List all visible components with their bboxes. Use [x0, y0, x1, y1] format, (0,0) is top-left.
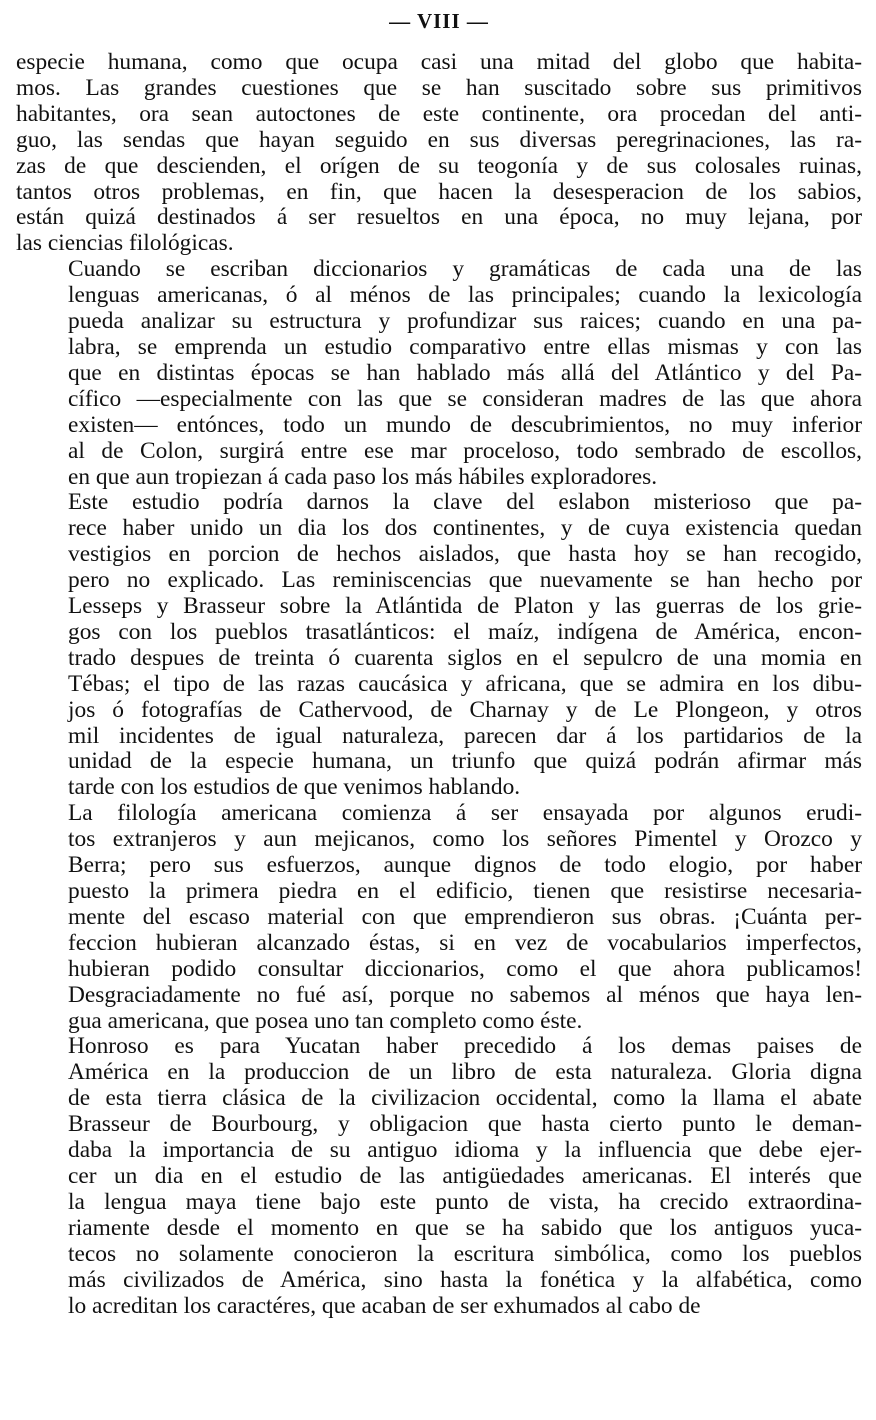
- text-line: rece haber unido un dia los dos continentes, y de cuya existencia quedan: [68, 515, 862, 542]
- text-line: Brasseur de Bourbourg, y obligacion que hasta cierto punto le deman-: [68, 1111, 862, 1138]
- text-line: zas de que descienden, el orígen de su teogonía y de sus colosales ruinas,: [16, 152, 862, 179]
- text-line: jos ó fotografías de Cathervood, de Charnay y de Le Plongeon, y otros: [68, 696, 862, 723]
- text-line: pueda analizar su estructura y profundizar sus raices; cuando en una pa-: [68, 308, 862, 335]
- text-line: cífico —especialmente con las que se consideran madres de las que ahora: [68, 385, 862, 412]
- text-line: especie humana, como que ocupa casi una mitad del globo que habita-: [16, 49, 862, 75]
- text-line: Berra; pero sus esfuerzos, aunque dignos de todo elogio, por haber: [68, 852, 862, 879]
- text-line: Desgraciadamente no fué así, porque no sabemos al ménos que haya len-: [68, 981, 862, 1008]
- text-line: están quizá destinados á ser resueltos en una época, no muy lejana, por: [16, 204, 862, 231]
- text-line: feccion hubieran alcanzado éstas, si en vez de vocabularios imperfectos,: [68, 929, 862, 956]
- text-line: Honroso es para Yucatan haber precedido á los demas paises de: [68, 1033, 862, 1060]
- text-line: de esta tierra clásica de la civilizacion occidental, como la llama el abate: [68, 1085, 862, 1112]
- text-line: pero no explicado. Las reminiscencias que nuevamente se han hecho por: [68, 567, 862, 594]
- text-line: cer un dia en el estudio de las antigüedades americanas. El interés que: [68, 1162, 862, 1189]
- paragraph: [16, 1034, 862, 1319]
- text-line: La filología americana comienza á ser ensayada por algunos erudi-: [68, 800, 862, 827]
- text-line: puesto la primera piedra en el edificio, tienen que resistirse necesaria-: [68, 878, 862, 904]
- text-line: hubieran podido consultar diccionarios, como el que ahora publicamos!: [68, 955, 862, 982]
- text-line: vestigios en porcion de hechos aislados, que hasta hoy se han recogido,: [68, 541, 862, 568]
- text-line: tos extranjeros y aun mejicanos, como los señores Pimentel y Orozco y: [68, 826, 862, 853]
- paragraph: [16, 257, 862, 490]
- page-number: — VIII —: [389, 9, 489, 33]
- text-line: tantos otros problemas, en fin, que hacen la desesperacion de los sabios,: [16, 178, 862, 205]
- text-line: unidad de la especie humana, un triunfo que quizá podrán afirmar más: [68, 748, 862, 775]
- text-line: existen— entónces, todo un mundo de descubrimientos, no muy inferior: [68, 411, 862, 438]
- text-line: América en la produccion de un libro de esta naturaleza. Gloria digna: [68, 1059, 862, 1086]
- paragraph: [16, 490, 862, 801]
- text-line: habitantes, ora sean autoctones de este continente, ora procedan del anti-: [16, 100, 862, 127]
- text-line: que en distintas épocas se han hablado más allá del Atlántico y del Pa-: [68, 359, 862, 386]
- text-line: Tébas; el tipo de las razas caucásica y africana, que se admira en los dibu-: [68, 670, 862, 697]
- text-line: gua americana, que posea uno tan completo como éste.: [68, 1007, 583, 1034]
- text-line: Este estudio podría darnos la clave del eslabon misterioso que pa-: [68, 489, 862, 516]
- text-line: al de Colon, surgirá entre ese mar proceloso, todo sembrado de escollos,: [68, 437, 862, 464]
- text-line: Cuando se escriban diccionarios y gramáticas de cada una de las: [68, 256, 862, 283]
- text-line: lo acreditan los caractéres, que acaban de ser exhumados al cabo de: [68, 1292, 701, 1319]
- text-line: mente del escaso material con que emprendieron sus obras. ¡Cuánta per-: [68, 903, 862, 930]
- text-line: lenguas americanas, ó al ménos de las principales; cuando la lexicología: [68, 282, 862, 309]
- text-line: tarde con los estudios de que venimos hablando.: [68, 774, 521, 801]
- text-line: en que aun tropiezan á cada paso los más hábiles exploradores.: [68, 463, 658, 490]
- text-line: daba la importancia de su antiguo idioma y la influencia que debe ejer-: [68, 1137, 862, 1164]
- text-line: más civilizados de América, sino hasta la fonética y la alfabética, como: [68, 1266, 862, 1293]
- text-line: gos con los pueblos trasatlánticos: el maíz, indígena de América, encon-: [68, 618, 862, 645]
- text-line: guo, las sendas que hayan seguido en sus diversas peregrinaciones, las ra-: [16, 126, 862, 153]
- body-text: [16, 50, 862, 1319]
- text-line: riamente desde el momento en que se ha sabido que los antiguos yuca-: [68, 1214, 862, 1241]
- text-line: labra, se emprenda un estudio comparativo entre ellas mismas y con las: [68, 333, 862, 360]
- book-page: [16, 6, 862, 1319]
- text-line: mos. Las grandes cuestiones que se han suscitado sobre sus primitivos: [16, 74, 862, 101]
- text-line: tecos no solamente conocieron la escritura simbólica, como los pueblos: [68, 1240, 862, 1267]
- paragraph: [16, 50, 862, 257]
- text-line: mil incidentes de igual naturaleza, parecen dar á los partidarios de la: [68, 722, 862, 749]
- paragraph: [16, 801, 862, 1034]
- text-line: trado despues de treinta ó cuarenta siglos en el sepulcro de una momia en: [68, 644, 862, 671]
- text-line: las ciencias filológicas.: [16, 230, 234, 257]
- text-line: Lesseps y Brasseur sobre la Atlántida de Platon y las guerras de los grie-: [68, 593, 862, 620]
- text-line: la lengua maya tiene bajo este punto de vista, ha crecido extraordina-: [68, 1188, 862, 1215]
